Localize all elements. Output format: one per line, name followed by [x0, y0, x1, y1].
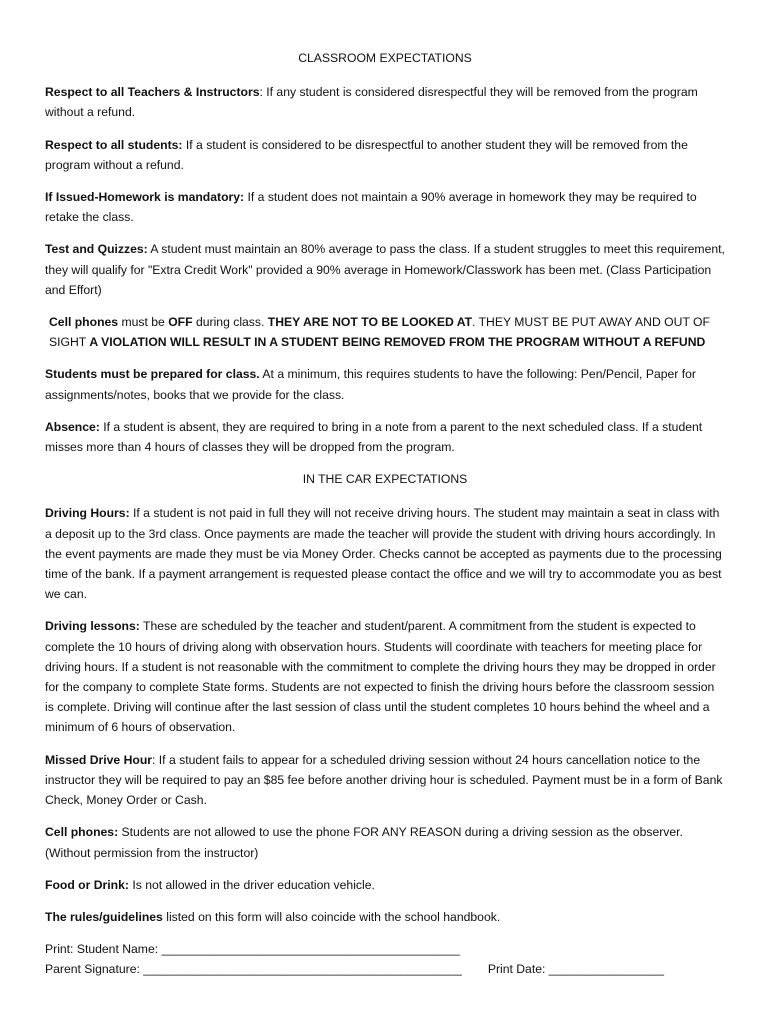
cell-phones-bold1: THEY ARE NOT TO BE LOOKED AT	[267, 315, 473, 330]
cell-phones-car-paragraph	[45, 822, 725, 862]
missed-drive-label: Missed Drive Hour	[45, 752, 153, 767]
cell-phones-car-label: Cell phones:	[45, 825, 119, 840]
respect-teachers-sep: :	[259, 85, 263, 100]
tests-paragraph	[45, 239, 725, 300]
cell-phones-mid3: . THEY MUST BE PUT AWAY AND OUT OF SIGHT	[49, 315, 710, 350]
signature-row	[45, 959, 725, 979]
cell-phones-car-text: Students are not allowed to use the phone FOR ANY REASON during a driving session as the observer. (Without permission from the instructor)	[45, 825, 683, 860]
prepared-label: Students must be prepared for class.	[45, 367, 260, 382]
driving-lessons-paragraph	[45, 616, 725, 737]
print-date-line[interactable]: Print Date: _________________	[487, 962, 665, 977]
classroom-expectations-title: CLASSROOM EXPECTATIONS	[298, 51, 472, 65]
respect-teachers-text: If any student is considered disrespectful they will be removed from the program without a refund.	[45, 85, 698, 120]
driving-hours-paragraph	[45, 503, 725, 604]
document	[45, 48, 725, 980]
absence-text: If a student is absent, they are required to bring in a note from a parent to the next scheduled class. If a student misses more than 4 hours of classes they will be dropped from the program.	[45, 419, 703, 455]
prepared-text: At a minimum, this requires students to have the following: Pen/Pencil, Paper for assignments/notes, books that we provide for the class.	[45, 367, 696, 402]
absence-label: Absence:	[45, 419, 100, 434]
food-drink-text: Is not allowed in the driver education vehicle.	[128, 877, 375, 892]
missed-drive-text: : If a student fails to appear for a scheduled driving session without 24 hours cancellation notice to the instructor they will be required to pay an $85 fee before another driving hour is scheduled. Payment must be in a form of Bank Check, Money Order or Cash.	[45, 752, 723, 808]
driving-lessons-label: Driving lessons:	[45, 619, 140, 634]
cell-phones-class-label: Cell phones	[49, 315, 119, 330]
driving-hours-label: Driving Hours:	[45, 506, 130, 521]
respect-teachers-paragraph	[45, 82, 725, 122]
rules-text: listed on this form will also coincide with the school handbook.	[162, 909, 501, 924]
parent-signature-line[interactable]: Parent Signature: _______________________________________________	[45, 962, 462, 977]
tests-label: Test and Quizzes:	[45, 242, 148, 257]
car-expectations-title: IN THE CAR EXPECTATIONS	[302, 472, 468, 487]
homework-label: If Issued-Homework is mandatory:	[45, 190, 245, 205]
homework-text: If a student does not maintain a 90% average in homework they may be required to retake the class.	[45, 190, 697, 225]
rules-paragraph	[45, 907, 725, 927]
missed-drive-paragraph	[45, 750, 725, 811]
tests-text: A student must maintain an 80% average to pass the class. If a student struggles to meet this requirement, they will qualify for "Extra Credit Work" provided a 90% average in Homework/Classwork has been met. (Class Participation and Effort)	[45, 242, 725, 297]
cell-phones-mid2: during class.	[192, 315, 268, 330]
student-name-line[interactable]: Print: Student Name: ____________________________________________	[45, 942, 460, 957]
homework-paragraph	[45, 187, 725, 227]
cell-phones-bold2: A VIOLATION WILL RESULT IN A STUDENT BEING REMOVED FROM THE PROGRAM WITHOUT A REFUND	[89, 335, 706, 350]
respect-students-label: Respect to all students:	[45, 137, 183, 152]
respect-teachers-label: Respect to all Teachers & Instructors	[45, 85, 260, 100]
cell-phones-class-paragraph	[45, 312, 725, 352]
driving-lessons-text: These are scheduled by the teacher and student/parent. A commitment from the student is expected to complete the 10 hours of driving along with observation hours. Students will coordinate with teachers for meeting place for driving hours. If a student is not reasonable with the commitment to complete the driving hours they may be dropped in order for the company to complete State forms. Students are not expected to finish the driving hours before the classroom session is complete. Driving will continue after the last session of class until the student completes 10 hours behind the wheel and a minimum of 6 hours of observation.	[45, 619, 716, 735]
food-drink-paragraph	[45, 875, 725, 895]
respect-students-text: If a student is considered to be disrespectful to another student they will be removed from the program without a refund.	[45, 137, 688, 172]
respect-students-paragraph	[45, 135, 725, 175]
prepared-paragraph	[45, 364, 725, 404]
cell-phones-off: OFF	[168, 315, 193, 330]
driving-hours-text: If a student is not paid in full they will not receive driving hours. The student may maintain a seat in class with a deposit up to the 3rd class. Once payments are made the teacher will provide the student with driving hours accordingly. In the event payments are made they must be via Money Order. Checks cannot be accepted as payments due to the processing time of the bank. If a payment arrangement is requested please contact the office and we will try to accommodate you as best we can.	[45, 506, 722, 602]
absence-paragraph	[45, 417, 725, 457]
rules-label: The rules/guidelines	[45, 909, 163, 924]
cell-phones-mid1: must be	[118, 315, 169, 330]
food-drink-label: Food or Drink:	[45, 877, 129, 892]
